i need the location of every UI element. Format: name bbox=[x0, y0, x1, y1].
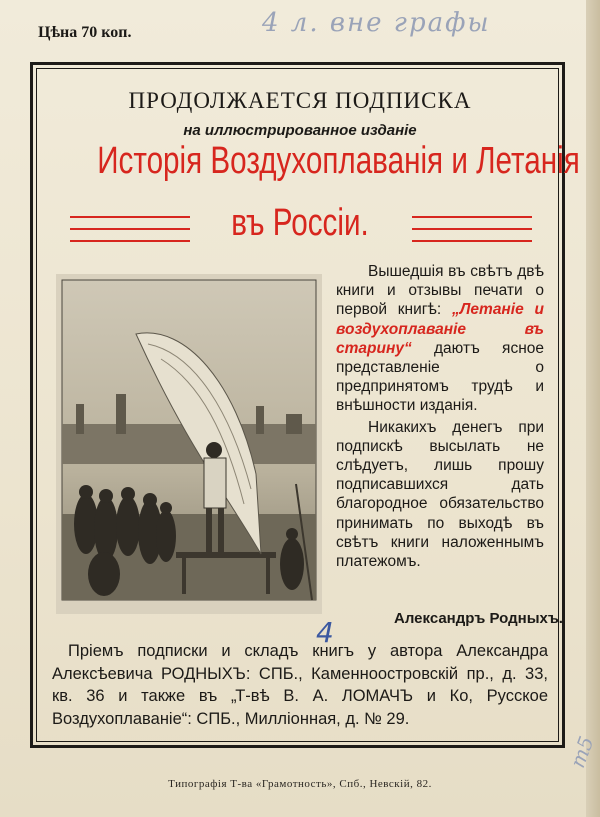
book-title-highlight: „Летаніе и воздухоплаваніе въ старину“ bbox=[336, 301, 544, 357]
winged-man-engraving bbox=[56, 274, 322, 614]
paragraph-payment-terms: Никакихъ денегъ при подпискѣ высылать не слѣдуетъ, лишь прошу подписавшихся дать благородное обязательство принимать по выходѣ въ свѣтъ книги наложеннымъ платежомъ. bbox=[336, 418, 544, 571]
paragraph-books-released bbox=[336, 262, 544, 416]
title-rule bbox=[70, 216, 190, 218]
page-spine-shadow bbox=[586, 0, 600, 817]
title-rule bbox=[70, 240, 190, 242]
paragraph-text: даютъ ясное представленіе о предпринятомъ трудѣ и внѣшности изданія. bbox=[336, 339, 544, 415]
title-rule bbox=[412, 216, 532, 218]
author-signature: Александръ Родныхъ. bbox=[394, 610, 563, 627]
printer-imprint: Типографія Т-ва «Грамотность», Спб., Невскій, 82. bbox=[168, 778, 432, 790]
publication-title-line2: въ Россіи. bbox=[231, 202, 369, 244]
title-rule bbox=[412, 228, 532, 230]
subscription-subheading: на иллюстрированное изданіе bbox=[183, 122, 417, 139]
title-rule bbox=[412, 240, 532, 242]
engraving-illustration bbox=[56, 274, 322, 614]
subscription-heading: ПРОДОЛЖАЕТСЯ ПОДПИСКА bbox=[128, 88, 472, 113]
subscription-address: Пріемъ подписки и складъ книгъ у автора Александра Алексѣевича РОДНЫХЪ: СПБ., Каменноостровскій пр., д. 33, кв. 36 и также въ „Т-вѣ В. А. ЛОМАЧЪ и Ко, Русское Воздухоплаваніе“: СПБ., Милліонная, д. № 29. bbox=[52, 642, 548, 728]
price-label: Цѣна 70 коп. bbox=[38, 24, 132, 41]
paragraph-text: Вышедшія въ свѣтъ двѣ книги и отзывы печати о первой книгѣ: bbox=[336, 263, 544, 319]
title-rule bbox=[70, 228, 190, 230]
handwritten-note-side: m5 bbox=[565, 733, 599, 771]
announcement-text bbox=[336, 262, 544, 571]
handwritten-number: 4 bbox=[316, 616, 334, 649]
handwritten-note-top: 4 л. вне графы bbox=[262, 8, 491, 38]
publication-title-line1: Исторія Воздухоплаванія и Летанія bbox=[97, 140, 580, 182]
